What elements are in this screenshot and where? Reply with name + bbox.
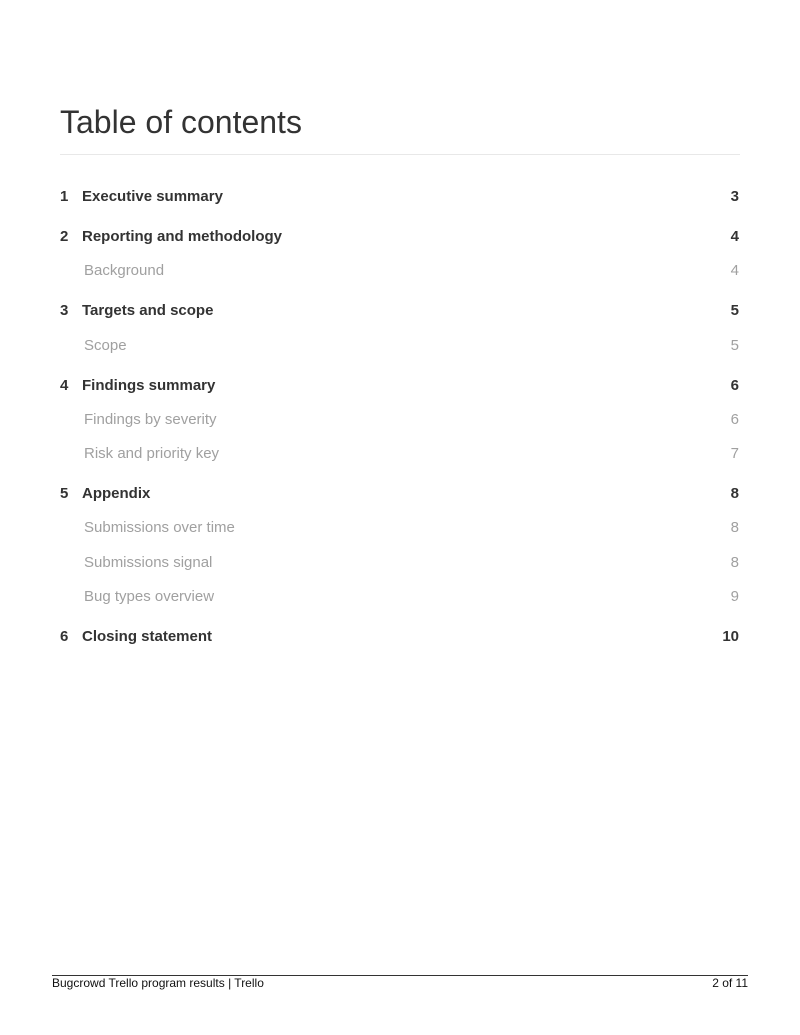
toc-page-number: 7	[730, 445, 739, 462]
toc-subsection-bug-types-overview[interactable]	[60, 587, 739, 607]
toc-subsection-label: Findings by severity	[84, 411, 217, 428]
toc-section-number: 5	[60, 485, 69, 502]
toc-section-label: Closing statement	[82, 628, 213, 645]
toc-section-targets-and-scope[interactable]	[60, 301, 739, 321]
toc-page-number: 9	[730, 588, 739, 605]
toc-subsection-background[interactable]	[60, 261, 739, 281]
toc-page-number: 3	[730, 188, 739, 205]
toc-section-appendix[interactable]	[60, 484, 739, 504]
toc-subsection-submissions-over-time[interactable]	[60, 518, 739, 538]
toc-subsection-submissions-signal[interactable]	[60, 553, 739, 573]
toc-section-label: Appendix	[82, 485, 151, 502]
toc-section-label: Executive summary	[82, 188, 223, 205]
toc-page-number: 6	[730, 411, 739, 428]
toc-section-number: 4	[60, 377, 69, 394]
toc-subsection-label: Bug types overview	[84, 588, 215, 605]
toc-section-executive-summary[interactable]	[60, 187, 739, 207]
page-title: Table of contents	[60, 104, 302, 140]
toc-section-findings-summary[interactable]	[60, 376, 739, 396]
toc-subsection-label: Submissions over time	[84, 519, 235, 536]
toc-section-number: 1	[60, 188, 69, 205]
toc-page-number: 6	[730, 377, 739, 394]
toc-page-number: 5	[730, 302, 739, 319]
footer-page-number: 2 of 11	[712, 976, 748, 990]
toc-subsection-label: Background	[84, 262, 165, 279]
toc-section-label: Findings summary	[82, 377, 216, 394]
toc-subsection-label: Risk and priority key	[84, 445, 220, 462]
footer-document-title: Bugcrowd Trello program results | Trello	[52, 976, 264, 990]
title-divider	[60, 154, 740, 155]
toc-subsection-label: Submissions signal	[84, 554, 213, 571]
toc-subsection-risk-and-priority-key[interactable]	[60, 444, 739, 464]
toc-subsection-scope[interactable]	[60, 336, 739, 356]
toc-page-number: 8	[730, 554, 739, 571]
toc-subsection-findings-by-severity[interactable]	[60, 410, 739, 430]
toc-page-number: 4	[730, 228, 739, 245]
toc-page-number: 8	[730, 485, 739, 502]
toc-subsection-label: Scope	[84, 337, 127, 354]
toc-section-number: 2	[60, 228, 69, 245]
toc-page-number: 10	[722, 628, 739, 645]
toc-section-label: Reporting and methodology	[82, 228, 282, 245]
toc-section-closing-statement[interactable]	[60, 627, 739, 647]
toc-section-number: 3	[60, 302, 69, 319]
toc-page-number: 4	[730, 262, 739, 279]
toc-section-label: Targets and scope	[82, 302, 214, 319]
toc-page-number: 5	[730, 337, 739, 354]
toc-section-number: 6	[60, 628, 69, 645]
toc-page-number: 8	[730, 519, 739, 536]
toc-section-reporting-and-methodology[interactable]	[60, 227, 739, 247]
